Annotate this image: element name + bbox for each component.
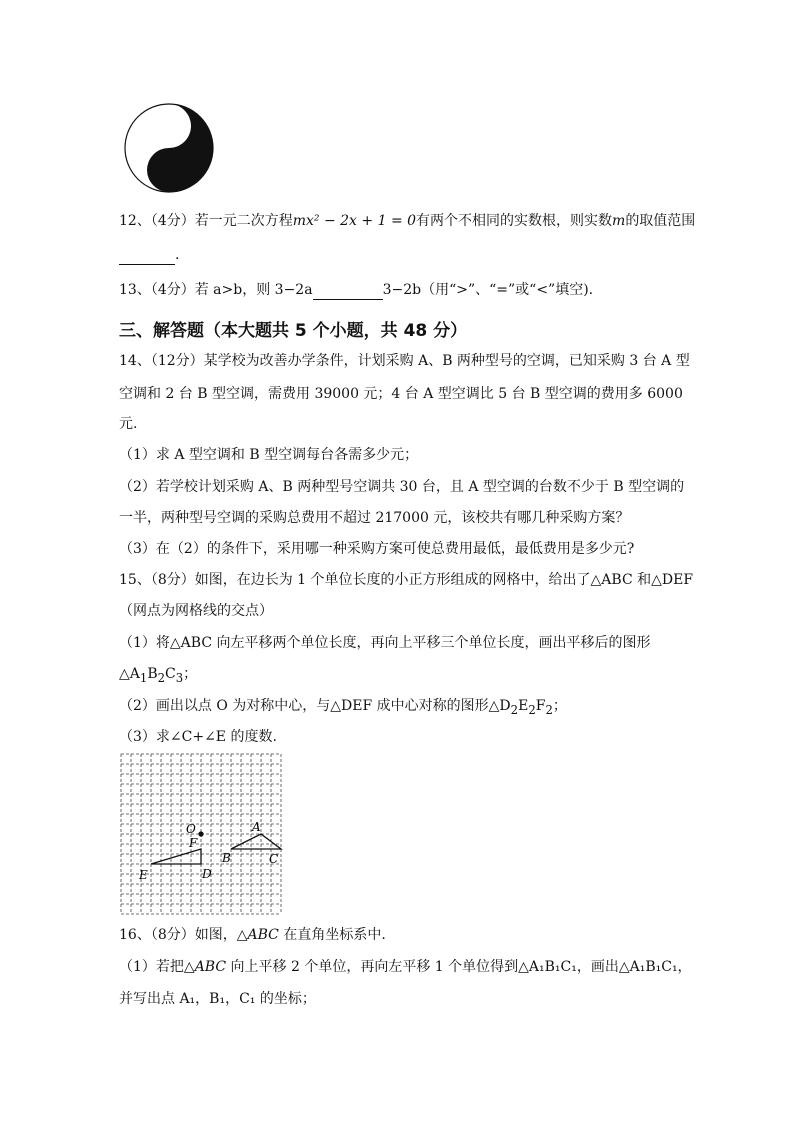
- q15-p1b-text: △A: [119, 666, 140, 682]
- q16-line1: [119, 926, 386, 944]
- sub: 2: [510, 702, 519, 717]
- q15-p2-F: F: [535, 698, 546, 714]
- q15-p2-E: E: [518, 698, 529, 714]
- q16-p1-abc: ABC: [194, 959, 227, 975]
- sub: 1: [139, 670, 148, 685]
- q14-part2-a: （2）若学校计划采购 A、B 两种型号空调共 30 台，且 A 型空调的台数不少于 B 型空调的: [119, 479, 685, 495]
- point-o: [198, 831, 203, 836]
- q16-p1-tail: 向上平移 2 个单位，再向左平移 1 个单位得到△A₁B₁C₁，画出△A₁B₁C₁，: [226, 959, 692, 975]
- q12-line: [119, 212, 695, 230]
- q15-part1-a: （1）将△ABC 向左平移两个单位长度，再向上平移三个单位长度，画出平移后的图形: [119, 635, 651, 651]
- label-b: B: [222, 851, 231, 865]
- q14-line3: 元.: [119, 416, 138, 432]
- q14-line1: 14、（12分）某学校为改善办学条件，计划采购 A、B 两种型号的空调，已知采购 3 台 A 型: [119, 353, 690, 369]
- q13-text-a: 13、（4分）若 a>b，则 3−2a: [119, 282, 313, 298]
- q13-blank: [313, 281, 383, 300]
- q14-part2-b: 一半，两种型号空调的采购总费用不超过 217000 元，该校共有哪几种采购方案？: [119, 510, 630, 526]
- q15-p2-text: （2）画出以点 O 为对称中心，与△DEF 成中心对称的图形△D: [119, 698, 511, 714]
- label-a: A: [252, 820, 261, 834]
- q12-answer-line: [119, 246, 179, 265]
- q15-line1: 15、（8分）如图，在边长为 1 个单位长度的小正方形组成的网格中，给出了△ABC 和△DEF: [119, 572, 694, 588]
- q12-prefix: 12、（4分）若一元二次方程: [119, 213, 293, 229]
- q12-blank: [119, 246, 175, 265]
- label-e: E: [139, 868, 148, 882]
- q15-p1b-end: ；: [183, 666, 198, 682]
- q16-line1-text: 16、（8分）如图，: [119, 927, 237, 943]
- q15-part1-b: [119, 665, 197, 687]
- label-c: C: [269, 852, 279, 866]
- sub: 2: [157, 670, 166, 685]
- q16-triangle: △ABC: [236, 927, 279, 943]
- label-f: F: [189, 836, 198, 850]
- q15-part2: [119, 697, 567, 719]
- q12-end: .: [175, 247, 180, 263]
- q12-var: m: [612, 213, 626, 229]
- q16-p1-text: （1）若把△: [119, 959, 195, 975]
- q15-part3: （3）求∠C+∠E 的度数.: [119, 729, 277, 745]
- triangle-abc: [231, 834, 281, 849]
- q15-p2-end: ；: [552, 698, 567, 714]
- q16-part1-a: [119, 958, 692, 976]
- label-o: O: [186, 822, 196, 836]
- q12-tail: 的取值范围: [625, 213, 696, 229]
- q14-part1: （1）求 A 型空调和 B 型空调每台各需多少元；: [119, 447, 419, 463]
- q12-equation: mx² − 2x + 1 = 0: [292, 213, 417, 229]
- q14-line2: 空调和 2 台 B 型空调，需费用 39000 元；4 台 A 型空调比 5 台 B 型空调的费用多 6000: [119, 386, 683, 402]
- q14-part3: （3）在（2）的条件下，采用哪一种采购方案可使总费用最低，最低费用是多少元?: [119, 541, 635, 557]
- q15-grid-figure: [119, 752, 284, 917]
- q15-line2: （网点为网格线的交点）: [119, 603, 273, 619]
- q15-p1b-C: C: [165, 666, 176, 682]
- q13-text-b: 3−2b（用“>”、“=”或“<”填空).: [382, 282, 594, 298]
- sub: 2: [545, 702, 553, 717]
- q16-part1-b: 并写出点 A₁，B₁，C₁ 的坐标；: [119, 991, 316, 1007]
- yin-yang-figure: [123, 102, 215, 194]
- sub: 2: [528, 702, 536, 717]
- q12-suffix: 有两个不相同的实数根，则实数: [416, 213, 613, 229]
- q15-p1b-B: B: [147, 666, 158, 682]
- section-3-heading: 三、解答题（本大题共 5 个小题，共 48 分）: [119, 321, 468, 341]
- q16-line1-tail: 在直角坐标系中.: [278, 927, 386, 943]
- triangle-def: [151, 849, 201, 864]
- label-d: D: [202, 867, 212, 881]
- sub: 3: [175, 670, 184, 685]
- q13-line: [119, 281, 593, 300]
